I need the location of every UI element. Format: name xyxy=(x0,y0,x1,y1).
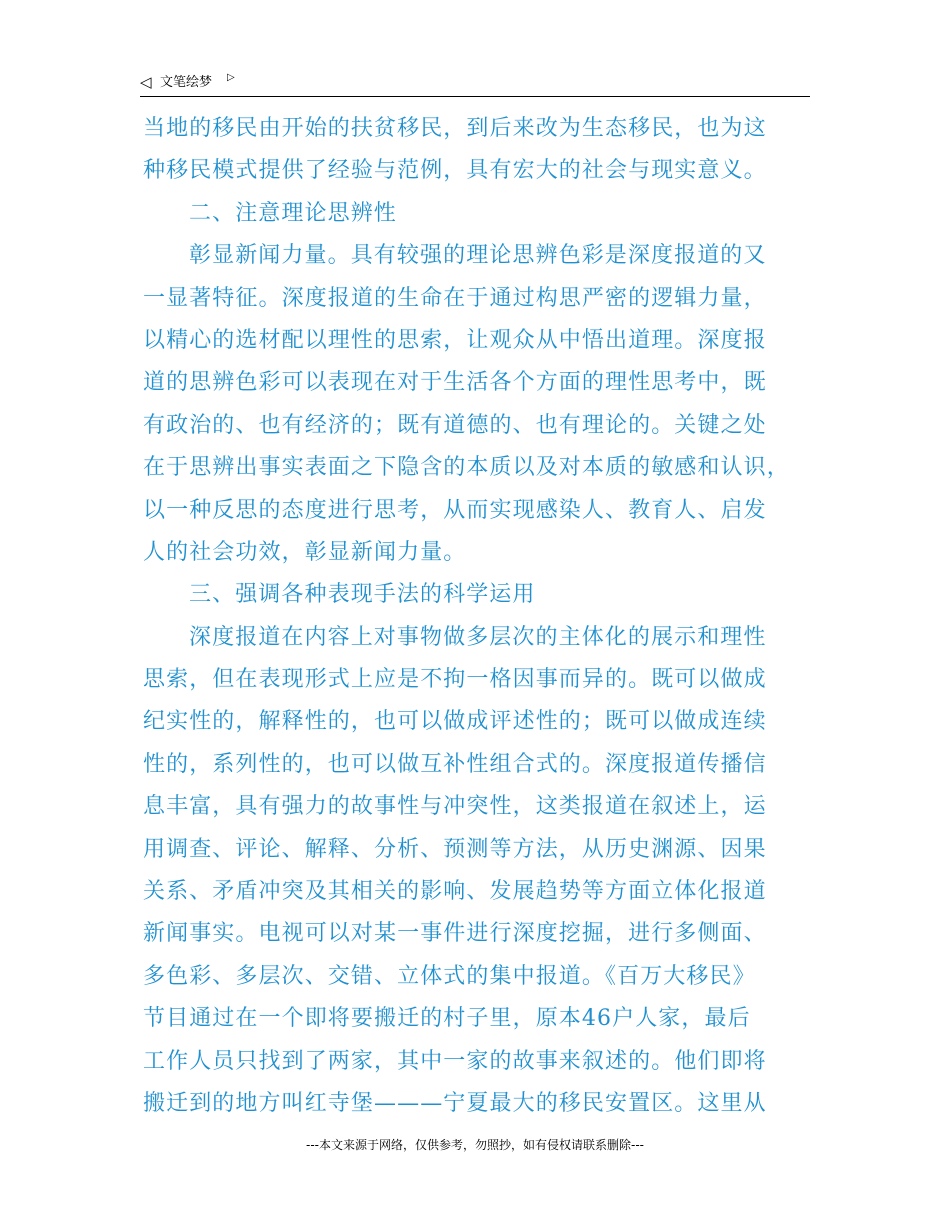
section-heading: 二、注意理论思辨性 xyxy=(189,200,397,226)
text-line: 当地的移民由开始的扶贫移民，到后来改为生态移民，也为这 xyxy=(143,116,767,141)
page-footer: ---本文来源于网络，仅供参考，勿照抄，如有侵权请联系删除--- xyxy=(306,1138,644,1152)
triangle-left-icon: ◁ xyxy=(140,73,152,91)
text-line: 以精心的选材配以理性的思索，让观众从中悟出道理。深度报 xyxy=(143,327,767,353)
text-line: 深度报道在内容上对事物做多层次的主体化的展示和理性 xyxy=(189,624,767,650)
text-line: 彰显新闻力量。具有较强的理论思辨色彩是深度报道的又 xyxy=(189,243,767,269)
text-line: 关系、矛盾冲突及其相关的影响、发展趋势等方面立体化报道 xyxy=(143,879,767,905)
text-line: 人的社会功效，彰显新闻力量。 xyxy=(143,539,467,565)
text-line: 息丰富，具有强力的故事性与冲突性，这类报道在叙述上，运 xyxy=(143,794,767,820)
text-line: 多色彩、多层次、交错、立体式的集中报道。《百万大移民》 xyxy=(143,963,756,989)
text-line: 性的，系列性的，也可以做互补性组合式的。深度报道传播信 xyxy=(143,751,767,777)
text-line: 思索，但在表现形式上应是不拘一格因事而异的。既可以做成 xyxy=(143,667,767,693)
text-line: 纪实性的，解释性的，也可以做成评述性的；既可以做成连续 xyxy=(143,709,767,735)
text-line: 有政治的、也有经济的；既有道德的、也有理论的。关键之处 xyxy=(143,412,767,438)
text-line: 道的思辨色彩可以表现在对于生活各个方面的理性思考中，既 xyxy=(143,370,767,396)
document-body xyxy=(143,108,843,1125)
text-line: 种移民模式提供了经验与范例，具有宏大的社会与现实意义。 xyxy=(143,158,767,184)
text-line: 以一种反思的态度进行思考，从而实现感染人、教育人、启发 xyxy=(143,497,767,523)
text-line: 节目通过在一个即将要搬迁的村子里，原本46户人家，最后 xyxy=(143,1006,751,1032)
header-brand: 文笔绘梦 xyxy=(160,75,213,90)
text-line: 用调查、评论、解释、分析、预测等方法，从历史渊源、因果 xyxy=(143,836,767,862)
page-header xyxy=(140,70,810,97)
text-line: 一显著特征。深度报道的生命在于通过构思严密的逻辑力量， xyxy=(143,285,767,311)
text-line: 在于思辨出事实表面之下隐含的本质以及对本质的敏感和认识， xyxy=(143,455,790,481)
text-line: 新闻事实。电视可以对某一事件进行深度挖掘，进行多侧面、 xyxy=(143,921,767,947)
triangle-right-icon: ▷ xyxy=(227,72,235,83)
section-heading: 三、强调各种表现手法的科学运用 xyxy=(189,582,536,608)
text-line: 工作人员只找到了两家，其中一家的故事来叙述的。他们即将 xyxy=(143,1048,767,1074)
text-line: 搬迁到的地方叫红寺堡———宁夏最大的移民安置区。这里从 xyxy=(143,1090,767,1116)
